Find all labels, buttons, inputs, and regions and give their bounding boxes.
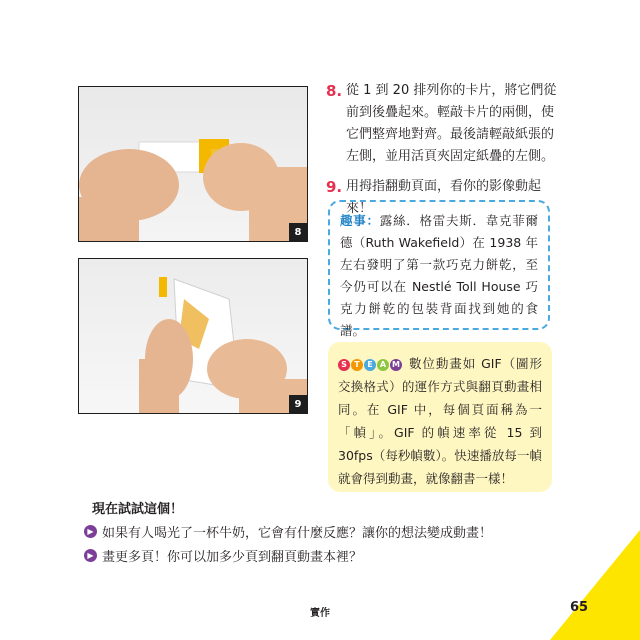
step-number: 8.	[326, 82, 343, 100]
steam-badge-m-icon: M	[390, 359, 402, 371]
steam-badge-s-icon: S	[338, 359, 350, 371]
photo-step-8	[78, 86, 308, 242]
photo-number-badge: 8	[289, 223, 307, 241]
footer-section-title: 實作	[310, 608, 330, 619]
hands-stacking-cards-illustration	[79, 87, 308, 242]
step-text: 用拇指翻動頁面，看你的影像動起來！	[346, 179, 542, 216]
hands-flipping-pages-illustration	[79, 259, 308, 414]
yellow-corner-decoration	[550, 530, 640, 640]
step-number: 9.	[326, 178, 343, 196]
try-it-item	[84, 546, 362, 565]
steam-badge-a-icon: A	[377, 359, 389, 371]
photo-step-9	[78, 258, 308, 414]
try-it-title: 現在試試這個！	[92, 502, 184, 517]
arrow-right-icon: ▶	[84, 549, 97, 562]
fun-fact-box	[328, 200, 550, 338]
try-it-item-text: 如果有人喝光了一杯牛奶，它會有什麼反應？讓你的想法變成動畫！	[102, 526, 493, 541]
fun-fact-label: 趣事：	[340, 213, 380, 228]
try-it-item	[84, 522, 492, 541]
steam-badge-e-icon: E	[364, 359, 376, 371]
arrow-right-icon: ▶	[84, 525, 97, 538]
steam-box	[328, 342, 552, 492]
try-it-item-text: 畫更多頁！你可以加多少頁到翻頁動畫本裡？	[102, 550, 363, 565]
steam-badge-t-icon: T	[351, 359, 363, 371]
steam-badges	[338, 359, 402, 371]
steam-text: 數位動畫如 GIF（圖形交換格式）的運作方式與翻頁動畫相同。在 GIF 中，每個頁面稱為一「幀」。GIF 的幀速率從 15 到 30fps（每秒幀數）。快速播放每一幀就會得到動畫，就像翻書一樣！	[338, 356, 542, 486]
step-text: 從 1 到 20 排列你的卡片，將它們從前到後疊起來。輕敲卡片的兩側，使它們整齊地對齊。最後請輕敲紙張的左側，並用活頁夾固定紙疊的左側。	[346, 83, 557, 164]
page-number: 65	[570, 600, 589, 615]
instruction-step-8	[326, 80, 566, 168]
fun-fact-text: 露絲．格雷夫斯．韋克菲爾德（Ruth Wakefield）在 1938 年左右發明了第一款巧克力餅乾，至今仍可以在 Nestlé Toll House 巧克力餅乾的包裝背面找到她的食譜。	[340, 213, 538, 338]
photo-number-badge: 9	[289, 395, 307, 413]
